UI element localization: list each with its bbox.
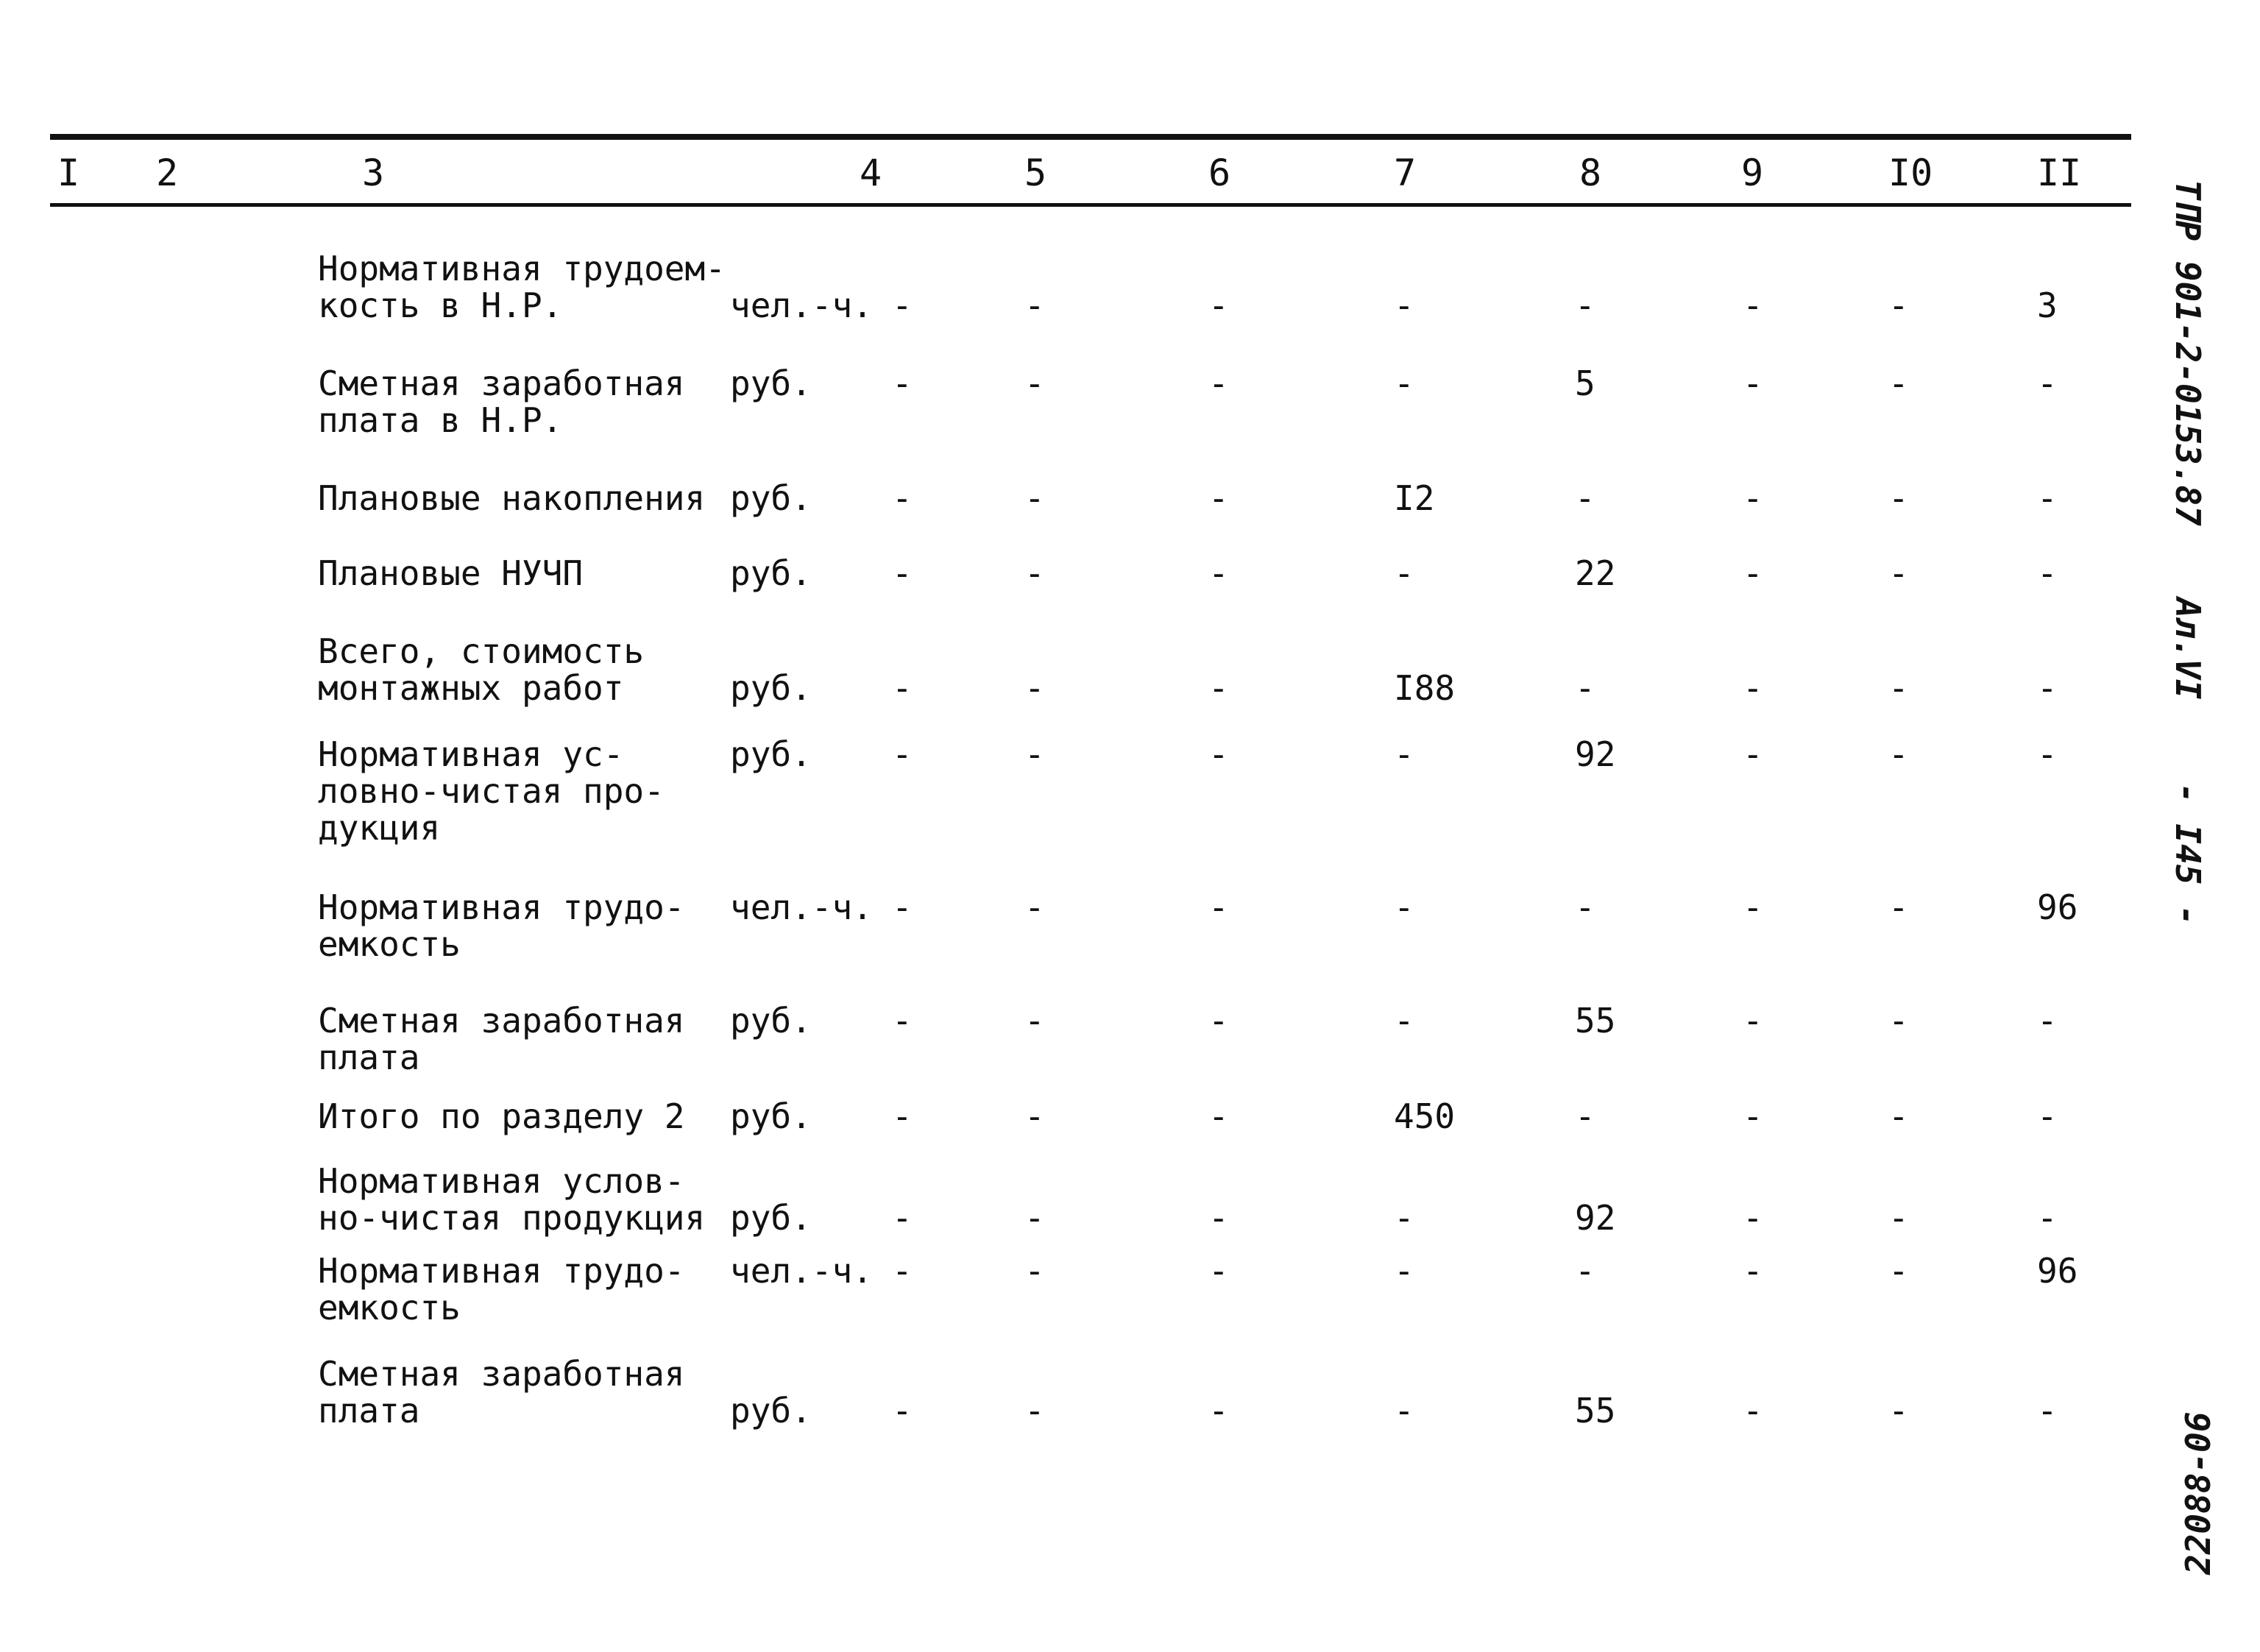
value-cell: - [2037, 1001, 2058, 1041]
value-cell: - [1024, 553, 1045, 593]
value-cell: - [2037, 734, 2058, 774]
row-label: Всего, стоимость [318, 631, 645, 671]
row-label: но-чистая продукция [318, 1198, 706, 1238]
row-label: Нормативная ус- [318, 734, 624, 774]
value-cell: - [892, 364, 913, 403]
value-cell: - [1888, 286, 1909, 325]
column-header: 3 [362, 152, 385, 194]
value-cell: - [1394, 887, 1414, 927]
column-header: 6 [1208, 152, 1231, 194]
row-label: кость в Н.Р. [318, 286, 563, 325]
value-cell: - [1743, 1198, 1763, 1238]
row-label: плата [318, 1391, 420, 1431]
row-unit: руб. [730, 734, 812, 774]
row-label: Нормативная услов- [318, 1161, 685, 1201]
value-cell: - [2037, 364, 2058, 403]
value-cell: - [1024, 364, 1045, 403]
row-label: Сметная заработная [318, 364, 685, 403]
row-unit: руб. [730, 478, 812, 518]
value-cell: - [1024, 887, 1045, 927]
row-label: Плановые накопления [318, 478, 706, 518]
value-cell: - [1743, 286, 1763, 325]
value-cell: - [1024, 734, 1045, 774]
row-label: плата в Н.Р. [318, 400, 563, 440]
value-cell: - [1743, 887, 1763, 927]
value-cell: - [2037, 1391, 2058, 1431]
column-header: II [2037, 152, 2082, 194]
row-label: Итого по разделу 2 [318, 1096, 685, 1136]
value-cell: - [1208, 1198, 1229, 1238]
value-cell: - [1888, 1391, 1909, 1431]
value-cell: - [1575, 286, 1595, 325]
value-cell: - [1394, 286, 1414, 325]
row-unit: руб. [730, 1391, 812, 1431]
row-label: Нормативная трудо- [318, 1251, 685, 1291]
value-cell: - [1394, 553, 1414, 593]
value-cell: - [892, 668, 913, 708]
value-cell: - [2037, 553, 2058, 593]
row-unit: руб. [730, 364, 812, 403]
value-cell: 96 [2037, 887, 2078, 927]
value-cell: - [892, 286, 913, 325]
value-cell: - [892, 1001, 913, 1041]
value-cell: - [892, 1198, 913, 1238]
row-unit: руб. [730, 1001, 812, 1041]
inventory-number: 22088-06 [2178, 1411, 2218, 1575]
row-label: Нормативная трудоем- [318, 249, 726, 288]
column-header: 7 [1394, 152, 1417, 194]
value-cell: - [1208, 668, 1229, 708]
value-cell: 92 [1575, 1198, 1616, 1238]
value-cell: - [1024, 1198, 1045, 1238]
value-cell: - [1743, 1251, 1763, 1291]
row-label: Нормативная трудо- [318, 887, 685, 927]
value-cell: - [1888, 1251, 1909, 1291]
value-cell: - [2037, 1096, 2058, 1136]
table-top-rule [50, 134, 2131, 140]
row-unit: руб. [730, 1198, 812, 1238]
value-cell: - [1024, 478, 1045, 518]
value-cell: - [1394, 1391, 1414, 1431]
value-cell: - [1888, 1096, 1909, 1136]
value-cell: - [892, 1391, 913, 1431]
row-unit: руб. [730, 1096, 812, 1136]
value-cell: - [1575, 1251, 1595, 1291]
value-cell: - [1024, 1001, 1045, 1041]
value-cell: - [1743, 364, 1763, 403]
value-cell: - [1888, 734, 1909, 774]
value-cell: 55 [1575, 1391, 1616, 1431]
value-cell: - [892, 887, 913, 927]
value-cell: - [1888, 553, 1909, 593]
value-cell: - [1888, 668, 1909, 708]
column-header: 9 [1741, 152, 1764, 194]
value-cell: - [1743, 1096, 1763, 1136]
column-header: 2 [156, 152, 179, 194]
album-number: Ал.VI [2168, 598, 2208, 700]
value-cell: - [892, 734, 913, 774]
value-cell: - [1888, 1001, 1909, 1041]
row-unit: руб. [730, 553, 812, 593]
value-cell: - [1394, 734, 1414, 774]
value-cell: - [1743, 553, 1763, 593]
value-cell: 3 [2037, 286, 2058, 325]
value-cell: - [1208, 1251, 1229, 1291]
value-cell: - [1743, 668, 1763, 708]
value-cell: - [2037, 478, 2058, 518]
row-label: Сметная заработная [318, 1001, 685, 1041]
value-cell: - [1888, 1198, 1909, 1238]
row-label: ловно-чистая про- [318, 771, 665, 811]
value-cell: - [1394, 1251, 1414, 1291]
column-header: 8 [1579, 152, 1602, 194]
column-header: 4 [860, 152, 882, 194]
value-cell: - [1208, 887, 1229, 927]
value-cell: - [1208, 1001, 1229, 1041]
value-cell: - [1575, 668, 1595, 708]
value-cell: - [1743, 478, 1763, 518]
row-label: плата [318, 1038, 420, 1077]
page-number: - I45 - [2168, 783, 2208, 926]
value-cell: - [1743, 1001, 1763, 1041]
value-cell: 22 [1575, 553, 1616, 593]
row-unit: чел.-ч. [730, 887, 873, 927]
column-header: I [57, 152, 80, 194]
row-label: емкость [318, 924, 461, 964]
row-unit: руб. [730, 668, 812, 708]
row-label: дукция [318, 808, 441, 848]
value-cell: - [1575, 887, 1595, 927]
value-cell: - [1024, 286, 1045, 325]
document-code: ТПР 901-2-0153.87 [2168, 180, 2208, 526]
value-cell: - [1394, 1198, 1414, 1238]
value-cell: - [1575, 1096, 1595, 1136]
row-unit: чел.-ч. [730, 286, 873, 325]
value-cell: - [1208, 1096, 1229, 1136]
value-cell: - [1208, 734, 1229, 774]
value-cell: 450 [1394, 1096, 1456, 1136]
value-cell: - [1394, 364, 1414, 403]
value-cell: - [1024, 1251, 1045, 1291]
value-cell: - [1743, 734, 1763, 774]
value-cell: - [1208, 553, 1229, 593]
table-header-rule [50, 203, 2131, 207]
value-cell: - [1208, 286, 1229, 325]
value-cell: - [1024, 1391, 1045, 1431]
column-header: 5 [1024, 152, 1047, 194]
value-cell: 96 [2037, 1251, 2078, 1291]
value-cell: - [1888, 887, 1909, 927]
row-label: Сметная заработная [318, 1354, 685, 1394]
value-cell: I2 [1394, 478, 1435, 518]
value-cell: - [1208, 478, 1229, 518]
row-label: емкость [318, 1288, 461, 1327]
value-cell: - [1394, 1001, 1414, 1041]
value-cell: - [892, 1251, 913, 1291]
value-cell: - [2037, 668, 2058, 708]
value-cell: 5 [1575, 364, 1595, 403]
column-header: I0 [1888, 152, 1933, 194]
value-cell: - [1743, 1391, 1763, 1431]
value-cell: - [892, 553, 913, 593]
value-cell: I88 [1394, 668, 1456, 708]
value-cell: - [892, 478, 913, 518]
row-label: монтажных работ [318, 668, 624, 708]
value-cell: 92 [1575, 734, 1616, 774]
value-cell: - [1575, 478, 1595, 518]
row-label: Плановые НУЧП [318, 553, 584, 593]
value-cell: - [1888, 478, 1909, 518]
value-cell: 55 [1575, 1001, 1616, 1041]
value-cell: - [1888, 364, 1909, 403]
value-cell: - [1208, 364, 1229, 403]
value-cell: - [2037, 1198, 2058, 1238]
value-cell: - [1024, 1096, 1045, 1136]
value-cell: - [1208, 1391, 1229, 1431]
row-unit: чел.-ч. [730, 1251, 873, 1291]
value-cell: - [892, 1096, 913, 1136]
value-cell: - [1024, 668, 1045, 708]
